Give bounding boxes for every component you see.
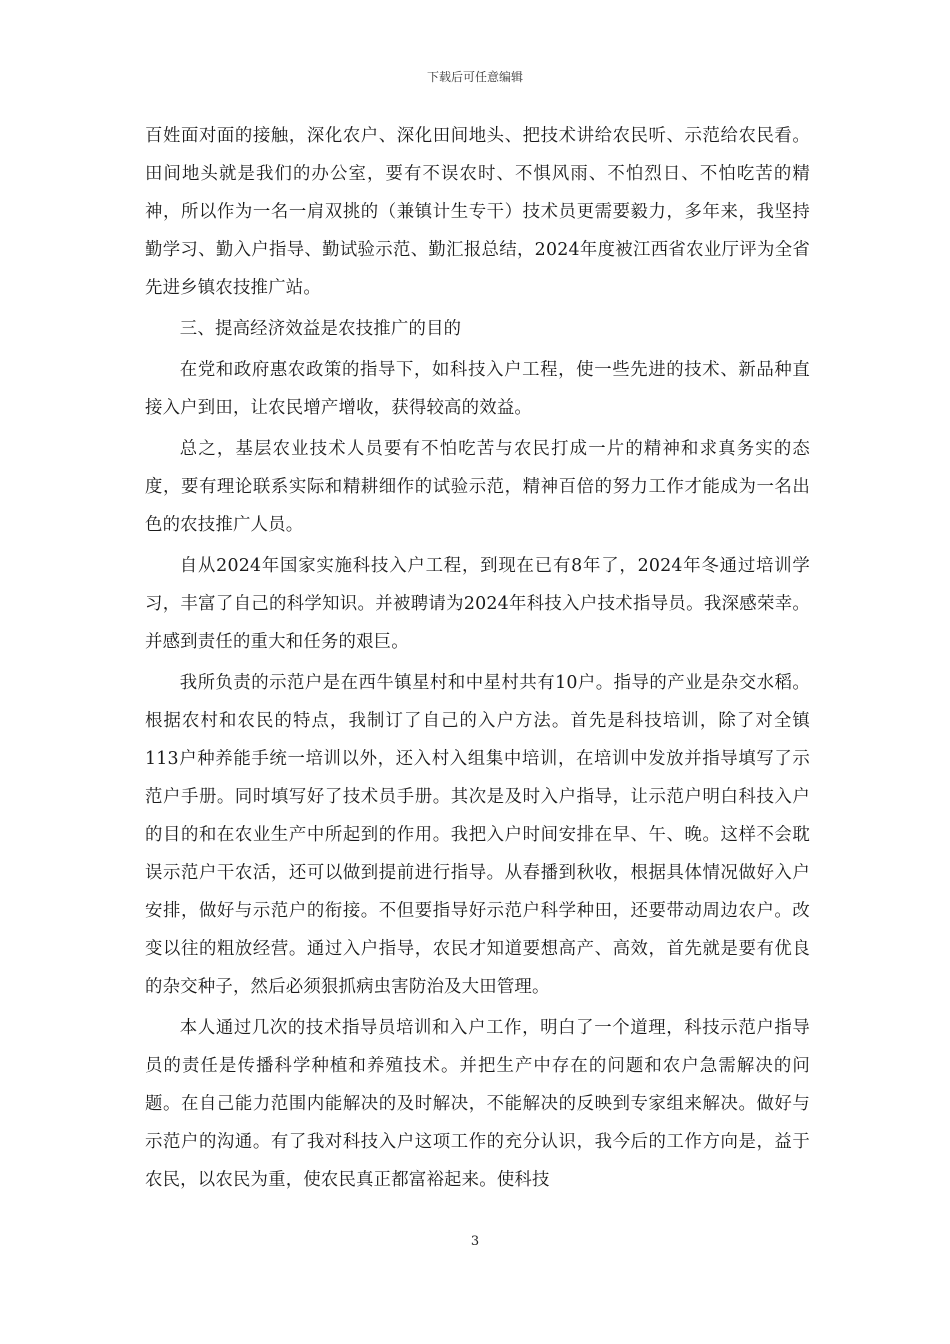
- document-body: [145, 117, 810, 1202]
- paragraph: 总之，基层农业技术人员要有不怕吃苦与农民打成一片的精神和求真务实的态度，要有理论联系实际和精耕细作的试验示范，精神百倍的努力工作才能成为一名出色的农技推广人员。: [145, 439, 810, 535]
- paragraph: 自从2024年国家实施科技入户工程，到现在已有8年了，2024年冬通过培训学习，丰富了自己的科学知识。并被聘请为2024年科技入户技术指导员。我深感荣幸。并感到责任的重大和任务的艰巨。: [145, 556, 810, 652]
- paragraph: 本人通过几次的技术指导员培训和入户工作，明白了一个道理，科技示范户指导员的责任是传播科学种植和养殖技术。并把生产中存在的问题和农户急需解决的问题。在自己能力范围内能解决的及时解决，不能解决的反映到专家组来解决。做好与示范户的沟通。有了我对科技入户这项工作的充分认识，我今后的工作方向是，益于农民，以农民为重，使农民真正都富裕起来。使科技: [145, 1018, 810, 1190]
- page-number: 3: [470, 1234, 480, 1249]
- paragraph: 在党和政府惠农政策的指导下，如科技入户工程，使一些先进的技术、新品种直接入户到田，让农民增产增收，获得较高的效益。: [145, 360, 810, 418]
- paragraph: 百姓面对面的接触，深化农户、深化田间地头、把技术讲给农民听、示范给农民看。田间地头就是我们的办公室，要有不误农时、不惧风雨、不怕烈日、不怕吃苦的精神，所以作为一名一肩双挑的（兼镇计生专干）技术员更需要毅力，多年来，我坚持勤学习、勤入户指导、勤试验示范、勤汇报总结，2024年度被江西省农业厅评为全省先进乡镇农技推广站。: [145, 126, 810, 298]
- paragraph: 我所负责的示范户是在西牛镇星村和中星村共有10户。指导的产业是杂交水稻。根据农村和农民的特点，我制订了自己的入户方法。首先是科技培训，除了对全镇113户种养能手统一培训以外，还入村入组集中培训，在培训中发放并指导填写了示范户手册。同时填写好了技术员手册。其次是及时入户指导，让示范户明白科技入户的目的和在农业生产中所起到的作用。我把入户时间安排在早、午、晚。这样不会耽误示范户干农活，还可以做到提前进行指导。从春播到秋收，根据具体情况做好入户安排，做好与示范户的衔接。不但要指导好示范户科学种田，还要带动周边农户。改变以往的粗放经营。通过入户指导，农民才知道要想高产、高效，首先就是要有优良的杂交种子，然后必须狠抓病虫害防治及大田管理。: [145, 673, 810, 997]
- page-header: 下载后可任意编辑: [426, 70, 523, 84]
- section-heading: 三、提高经济效益是农技推广的目的: [179, 319, 462, 339]
